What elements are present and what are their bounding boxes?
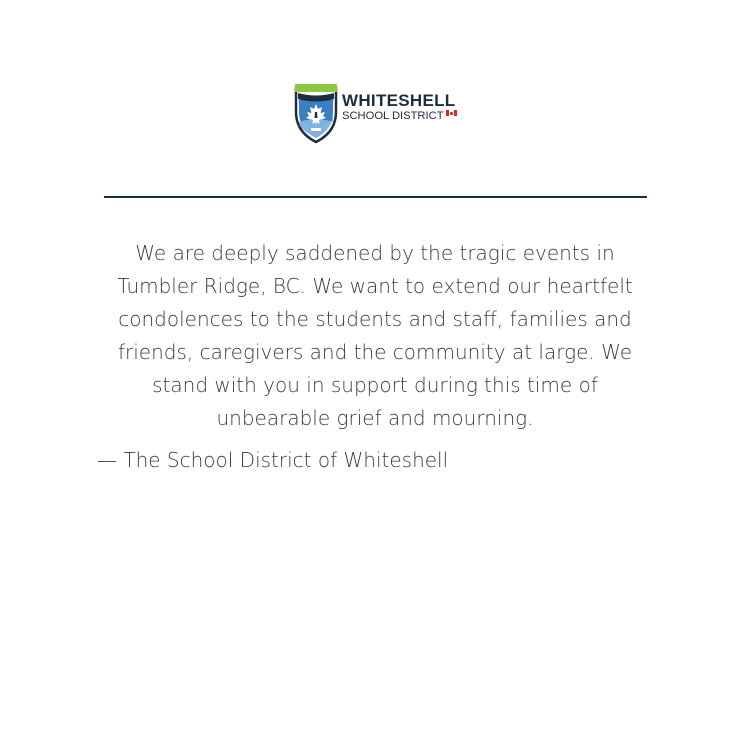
district-crest-icon [292,82,340,144]
message-line: Tumbler Ridge, BC. We want to extend our heartfelt [117,274,633,298]
message-line: stand with you in support during this time of [152,373,598,397]
message-line: friends, caregivers and the community at large. We [117,340,633,364]
logo-subtitle-row [342,110,457,123]
message-line: We are deeply saddened by the tragic events in [135,241,615,265]
logo-name: WHITESHELL [342,91,456,110]
divider-line [104,196,647,198]
message-line: condolences to the students and staff, families and [118,307,632,331]
message-line: unbearable grief and mourning. [216,406,534,430]
signature: — The School District of Whiteshell [97,448,449,472]
condolence-message [60,237,690,435]
canada-flag-icon [446,110,457,116]
logo-wordmark [342,92,457,123]
district-logo [292,82,462,144]
logo-subtitle: SCHOOL DISTRICT [342,110,444,122]
